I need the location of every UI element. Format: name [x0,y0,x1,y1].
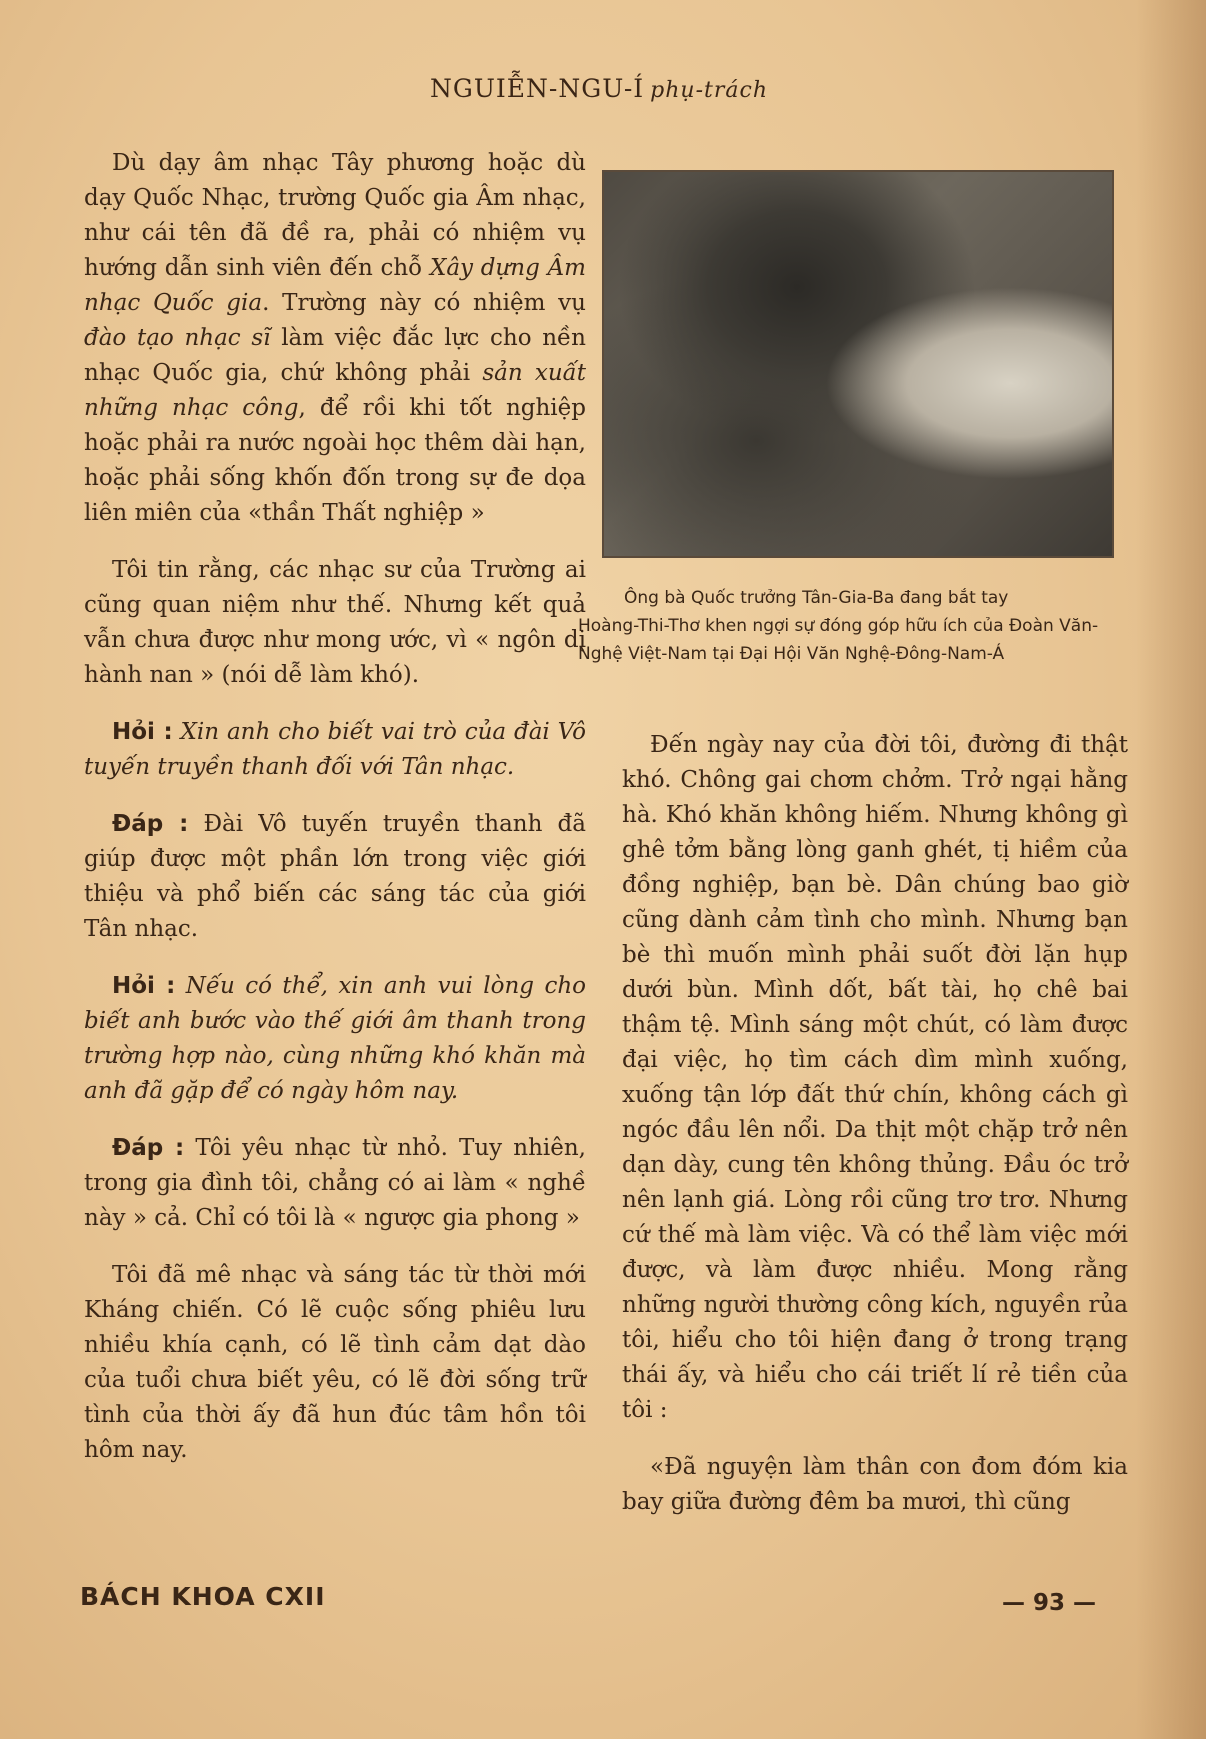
question-label: Hỏi : [112,719,173,745]
text-run: , để rồi khi tốt nghiệp hoặc phải ra nước ngoài học thêm dài hạn, hoặc phải sống khốn đốn trong sự đe dọa liên miên của «thần Thất nghiệp » [84,395,586,526]
question-paragraph [84,715,586,785]
answer-paragraph [84,1131,586,1236]
paragraph: Tôi đã mê nhạc và sáng tác từ thời mới Kháng chiến. Có lẽ cuộc sống phiêu lưu nhiều khía cạnh, có lẽ tình cảm dạt dào của tuổi chưa biết yêu, có lẽ đời sống trữ tình của thời ấy đã hun đúc tâm hồn tôi hôm nay. [84,1262,586,1463]
italic-run: đào tạo nhạc sĩ [84,325,271,351]
answer-label: Đáp : [112,811,189,837]
answer-paragraph [84,807,586,947]
question-label: Hỏi : [112,973,176,999]
caption-rest: Hoàng-Thi-Thơ khen ngợi sự đóng góp hữu ích của Đoàn Văn-Nghệ Việt-Nam tại Đại Hội Văn Nghệ-Đông-Nam-Á [578,616,1099,664]
answer-text: Đài Vô tuyến truyền thanh đã giúp được một phần lớn trong việc giới thiệu và phổ biến các sáng tác của giới Tân nhạc. [84,811,586,942]
answer-label: Đáp : [112,1135,185,1161]
question-paragraph [84,969,586,1109]
text-run: Dù dạy âm nhạc Tây phương hoặc dù dạy Quốc Nhạc, trường Quốc gia Âm nhạc, như cái tên đã đề ra, phải có nhiệm vụ hướng dẫn sinh viên đến chỗ [84,150,586,281]
photo [602,170,1114,558]
paragraph [84,146,586,531]
text-run: làm việc đắc lực cho nền nhạc Quốc gia, chứ không phải [84,325,586,386]
photo-caption [578,584,1134,668]
caption-line: Ông bà Quốc trưởng Tân-Gia-Ba đang bắt tay [624,588,1009,608]
page-number: — 93 — [1002,1590,1097,1616]
header-name: NGUIỄN-NGU-Í [430,74,645,103]
answer-text: Tôi yêu nhạc từ nhỏ. Tuy nhiên, trong gia đình tôi, chẳng có ai làm « nghề này » cả. Chỉ có tôi là « ngược gia phong » [84,1135,586,1231]
right-column [622,728,1128,1542]
left-column [84,146,586,1490]
header-role: phụ-trách [650,78,768,103]
text-run: . Trường này có nhiệm vụ [262,290,586,316]
paragraph: Tôi tin rằng, các nhạc sư của Trường ai cũng quan niệm như thế. Nhưng kết quả vẫn chưa được như mong ước, vì « ngôn dị hành nan » (nói dễ làm khó). [84,557,586,688]
question-text: Xin anh cho biết vai trò của đài Vô tuyến truyền thanh đối với Tân nhạc. [84,719,586,780]
italic-run: sản xuất những nhạc công [84,360,587,421]
paragraph: «Đã nguyện làm thân con đom đóm kia bay giữa đường đêm ba mươi, thì cũng [622,1454,1128,1515]
question-text: Nếu có thể, xin anh vui lòng cho biết anh bước vào thế giới âm thanh trong trường hợp nào, cùng những khó khăn mà anh đã gặp để có ngày hôm nay. [84,973,586,1104]
paragraph: Đến ngày nay của đời tôi, đường đi thật khó. Chông gai chơm chởm. Trở ngại hằng hà. Khó khăn không hiếm. Nhưng không gì ghê tởm bằng lòng ganh ghét, tị hiềm của đồng nghiệp, bạn bè. Dân chúng bao giờ cũng dành cảm tình cho mình. Nhưng bạn bè thì muốn mình phải suốt đời lặn hụp dưới bùn. Mình dốt, bất tài, họ chê bai thậm tệ. Mình sáng một chút, có làm được đại việc, họ tìm cách dìm mình xuống, xuống tận lớp đất thứ chín, không cách gì ngóc đầu lên nổi. Da thịt một chặp trở nên dạn dày, cung tên không thủng. Đầu óc trở nên lạnh giá. Lòng rồi cũng trơ trơ. Nhưng cứ thế mà làm việc. Và có thể làm việc mới được, và làm được nhiều. Mong rằng những người thường công kích, nguyền rủa tôi, hiểu cho tôi hiện đang ở trong trạng thái ấy, và hiểu cho cái triết lí rẻ tiền của tôi : [622,732,1128,1423]
italic-run: Xây dựng Âm nhạc Quốc gia [84,255,586,316]
page-header [430,74,950,103]
magazine-name: BÁCH KHOA CXII [80,1582,326,1611]
